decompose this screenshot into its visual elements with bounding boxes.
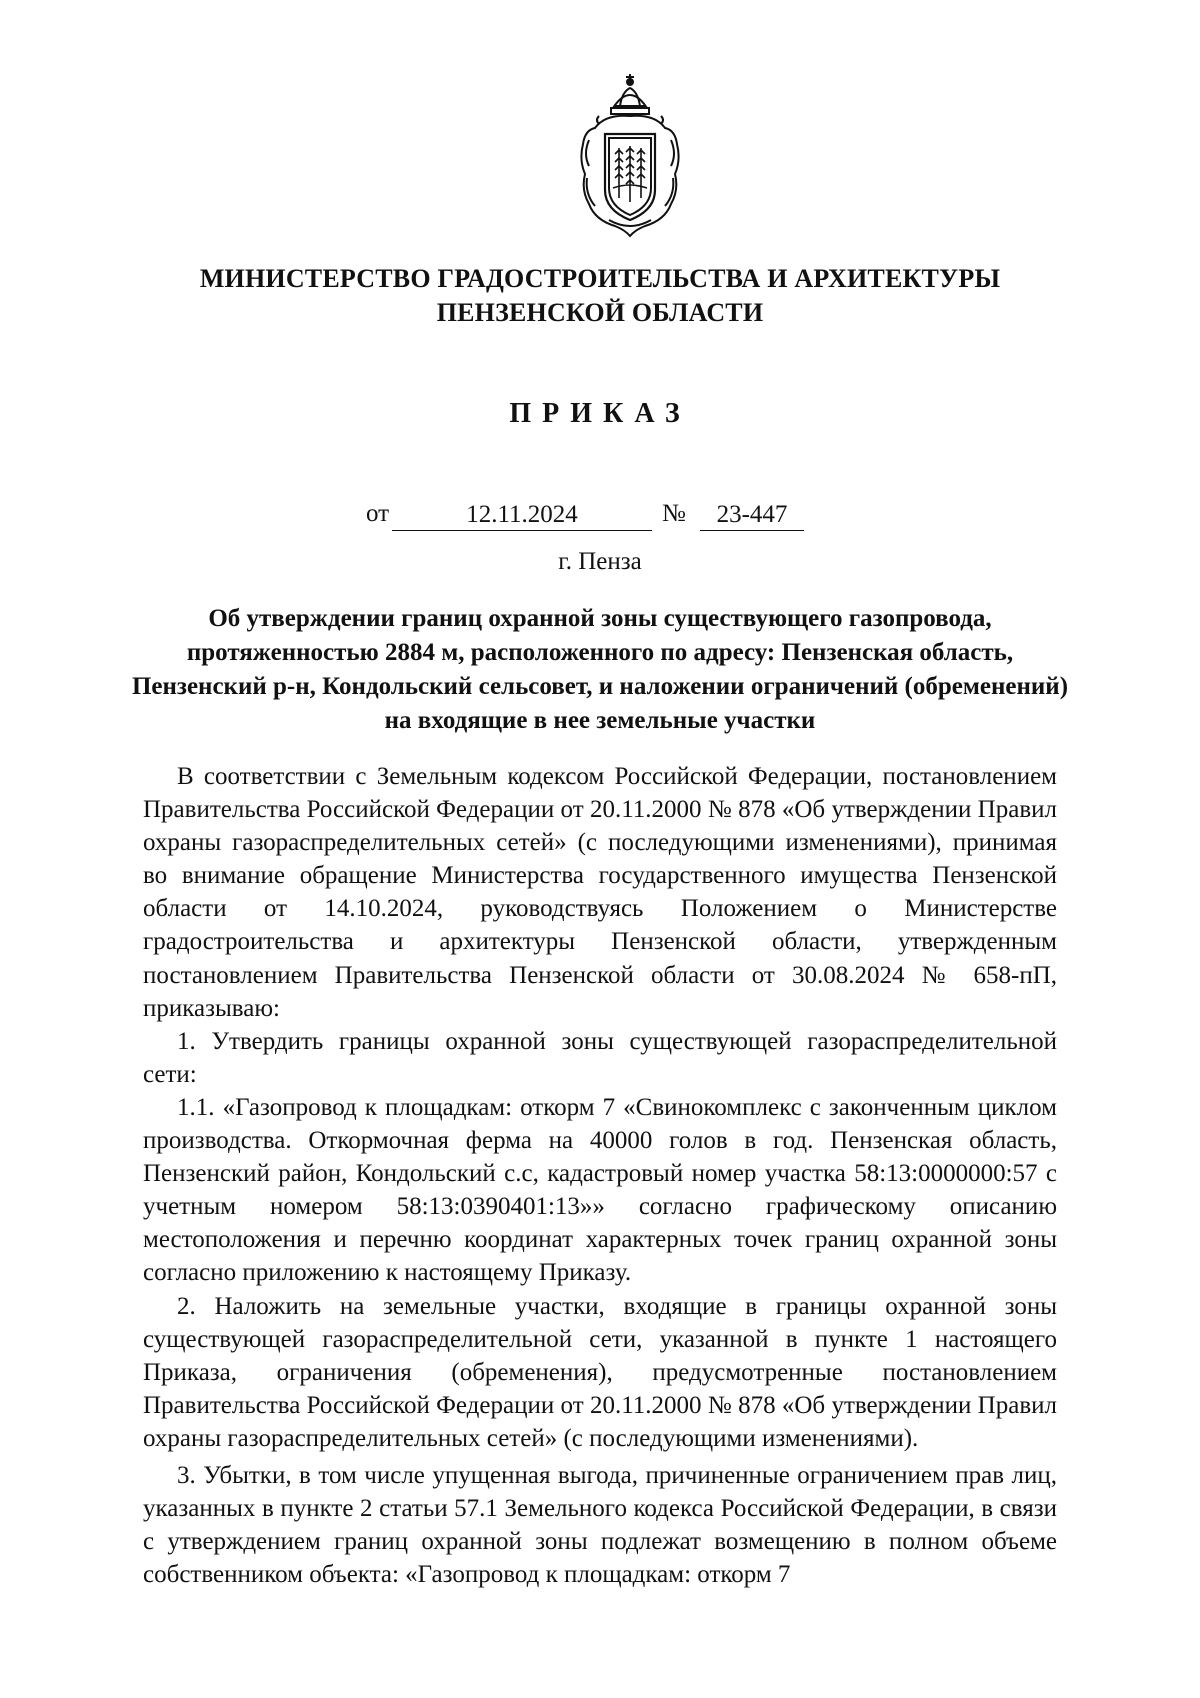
item-2-paragraph: 2. Наложить на земельные участки, входящие в границы охранной зоны существующей газораспределительной сети, указанной в пункте 1 настоящего Приказа, ограничения (обременения), предусмотренные постановлением Правительства Российской Федерации от 20.11.2000 № 878 «Об утверждении Правил охраны газораспределительных сетей» (с последующими изменениями).: [143, 1292, 1057, 1452]
document-date: 12.11.2024: [392, 500, 652, 531]
document-title: Об утверждении границ охранной зоны существующего газопровода, протяженностью 2884 м, расположенного по адресу: Пензенская область, Пензенский р-н, Кондольский сельсовет, и наложении ограничений (обременений) на входящие в нее земельные участки: [131, 605, 1069, 734]
preamble-paragraph: В соответствии с Земельным кодексом Российской Федерации, постановлением Правительства Российской Федерации от 20.11.2000 № 878 «Об утверждении Правил охраны газораспределительных сетей» (с последующими изменениями), принимая во внимание обращение Министерства государственного имущества Пензенской области от 14.10.2024, руководствуясь Положением о Министерстве градостроительства и архитектуры Пензенской области, утвержденным постановлением Правительства Пензенской области от 30.08.2024 № 658-пП, приказываю:: [143, 763, 1057, 1022]
ministry-header: [0, 262, 1200, 330]
number-prefix: №: [662, 500, 686, 527]
city-line: г. Пенза: [558, 548, 642, 575]
document-body: [143, 760, 1057, 1591]
item-1-1-paragraph: 1.1. «Газопровод к площадкам: откорм 7 «Свинокомплекс с законченным циклом производства. Откормочная ферма на 40000 голов в год. Пензенская область, Пензенский район, Кондольский с.с, кадастровый номер участка 58:13:0000000:57 с учетным номером 58:13:0390401:13»» согласно графическому описанию местоположения и перечню координат характерных точек границ охранной зоны согласно приложению к настоящему Приказу.: [143, 1093, 1057, 1287]
item-3-paragraph: 3. Убытки, в том числе упущенная выгода, причиненные ограничением прав лиц, указанных в пункте 2 статьи 57.1 Земельного кодекса Российской Федерации, в связи с утверждением границ охранной зоны подлежат возмещению в полном объеме собственником объекта: «Газопровод к площадкам: откорм 7: [143, 1461, 1057, 1589]
document-number: 23-447: [700, 500, 804, 531]
ministry-line-1: МИНИСТЕРСТВО ГРАДОСТРОИТЕЛЬСТВА И АРХИТЕКТУРЫ: [199, 264, 1001, 293]
item-1-paragraph: 1. Утвердить границы охранной зоны существующей газораспределительной сети:: [143, 1027, 1057, 1088]
coat-of-arms-emblem: [565, 70, 695, 240]
document-type: ПРИКАЗ: [509, 398, 691, 429]
date-prefix: от: [366, 500, 390, 527]
ministry-line-2: ПЕНЗЕНСКОЙ ОБЛАСТИ: [436, 298, 764, 327]
